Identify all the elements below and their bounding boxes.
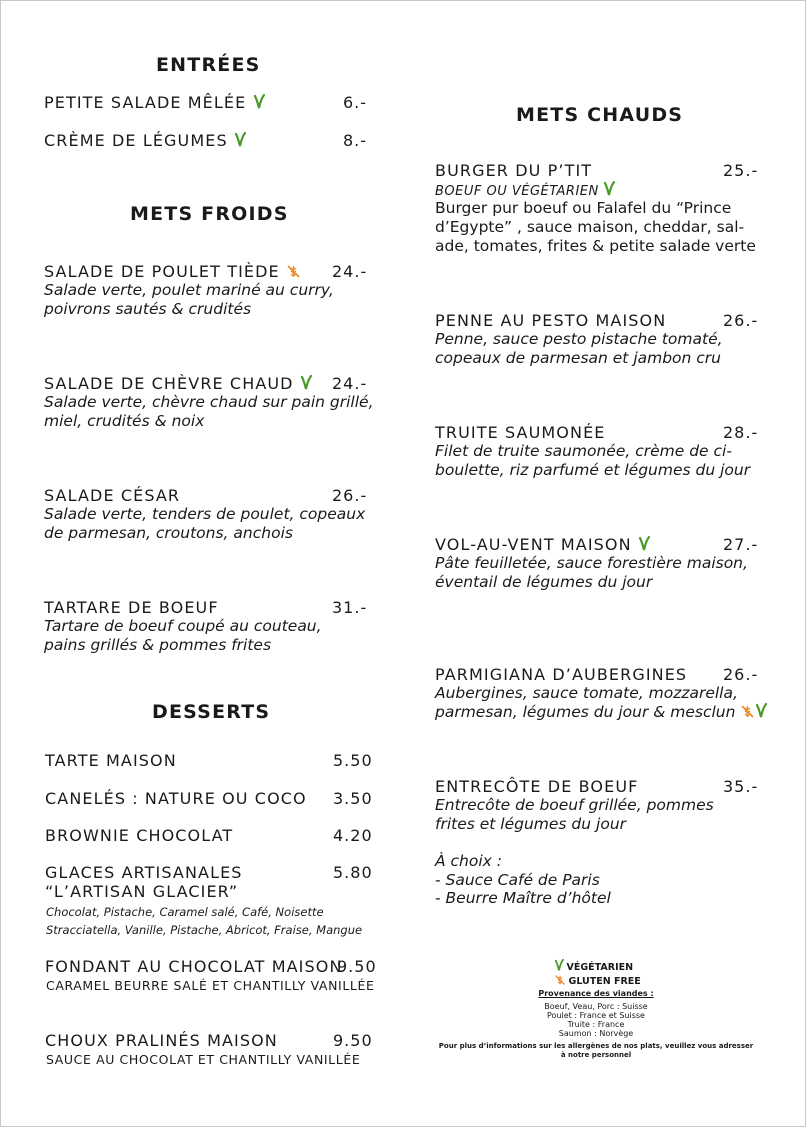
vegetarian-icon xyxy=(755,703,767,719)
legend xyxy=(436,959,756,1060)
item-name: PETITE SALADE MÊLÉE xyxy=(44,93,265,112)
item-name: SALADE DE POULET TIÈDE xyxy=(44,262,301,281)
item-description: Salade verte, chèvre chaud sur pain grillé, xyxy=(44,393,374,411)
item-name: TARTARE DE BOEUF xyxy=(44,598,219,617)
provenance-line: Poulet : France et Suisse xyxy=(547,1011,645,1020)
section-title-mets-froids: METS FROIDS xyxy=(130,203,289,225)
item-price: 3.50 xyxy=(333,789,373,808)
item-description: poivrons sautés & crudités xyxy=(44,300,252,318)
item-price: 24.- xyxy=(332,262,368,281)
item-price: 9.50 xyxy=(333,1031,373,1050)
item-description: Stracciatella, Vanille, Pistache, Abricot, Fraise, Mangue xyxy=(46,923,363,937)
section-title-entrees: ENTRÉES xyxy=(156,54,261,76)
item-price: 5.50 xyxy=(333,751,373,770)
item-price: 26.- xyxy=(723,665,759,684)
vegetarian-icon xyxy=(300,375,312,391)
choice-heading: À choix : xyxy=(435,852,502,870)
item-description: éventail de légumes du jour xyxy=(435,573,653,591)
section-title-desserts: DESSERTS xyxy=(152,701,271,723)
item-description: Salade verte, poulet mariné au curry, xyxy=(44,281,334,299)
provenance-line: Saumon : Norvège xyxy=(558,1029,634,1038)
item-description: Aubergines, sauce tomate, mozzarella, xyxy=(435,684,738,702)
allergen-note: Pour plus d’informations sur les allergènes de nos plats, veuillez vous adresser à notre personnel xyxy=(438,1042,754,1059)
item-price: 35.- xyxy=(723,777,759,796)
vegetarian-icon xyxy=(253,94,265,110)
vegetarian-icon xyxy=(234,132,246,148)
item-name: CRÈME DE LÉGUMES xyxy=(44,131,246,150)
item-name-secondary: “L’ARTISAN GLACIER” xyxy=(45,882,239,901)
item-description: Entrecôte de boeuf grillée, pommes xyxy=(435,796,714,814)
item-price: 26.- xyxy=(332,486,368,505)
provenance-line: Truite : France xyxy=(567,1020,625,1029)
item-subtitle: CARAMEL BEURRE SALÉ ET CHANTILLY VANILLÉE xyxy=(46,978,375,993)
item-price: 28.- xyxy=(723,423,759,442)
item-price: 5.80 xyxy=(333,863,373,882)
item-description: d’Egypte” , sauce maison, cheddar, sal- xyxy=(435,218,745,236)
item-price: 26.- xyxy=(723,311,759,330)
item-description: miel, crudités & noix xyxy=(44,412,205,430)
item-description: copeaux de parmesan et jambon cru xyxy=(435,349,722,367)
legend-veg: VÉGÉTARIEN xyxy=(436,959,756,972)
item-name: VOL-AU-VENT MAISON xyxy=(435,535,650,554)
item-price: 8.- xyxy=(343,131,368,150)
item-name: TRUITE SAUMONÉE xyxy=(435,423,606,442)
item-price: 25.- xyxy=(723,161,759,180)
vegetarian-icon xyxy=(638,536,650,552)
vegetarian-icon xyxy=(554,959,564,972)
item-description: Filet de truite saumonée, crème de ci- xyxy=(435,442,732,460)
item-price: 9.50 xyxy=(337,957,377,976)
gluten-free-icon xyxy=(554,974,566,986)
item-name: SALADE CÉSAR xyxy=(44,486,181,505)
item-name: BROWNIE CHOCOLAT xyxy=(45,826,234,845)
gluten-free-icon xyxy=(740,704,755,719)
item-description: frites et légumes du jour xyxy=(435,815,627,833)
item-name: BURGER DU P’TIT xyxy=(435,161,593,180)
item-subtitle: SAUCE AU CHOCOLAT ET CHANTILLY VANILLÉE xyxy=(46,1052,361,1067)
item-name: ENTRECÔTE DE BOEUF xyxy=(435,777,639,796)
item-description: ade, tomates, frites & petite salade verte xyxy=(435,237,756,255)
item-description: Pâte feuilletée, sauce forestière maison, xyxy=(435,554,748,572)
item-name: CHOUX PRALINÉS MAISON xyxy=(45,1031,278,1050)
item-name: PARMIGIANA D’AUBERGINES xyxy=(435,665,688,684)
item-name: PENNE AU PESTO MAISON xyxy=(435,311,667,330)
item-name: TARTE MAISON xyxy=(45,751,177,770)
item-description: Chocolat, Pistache, Caramel salé, Café, Noisette xyxy=(46,905,324,919)
item-description: pains grillés & pommes frites xyxy=(44,636,272,654)
choice-option: - Sauce Café de Paris xyxy=(435,871,600,889)
item-description: Tartare de boeuf coupé au couteau, xyxy=(44,617,322,635)
item-description: boulette, riz parfumé et légumes du jour xyxy=(435,461,751,479)
section-title-mets-chauds: METS CHAUDS xyxy=(516,104,684,126)
item-description: de parmesan, croutons, anchois xyxy=(44,524,293,542)
item-price: 27.- xyxy=(723,535,759,554)
item-description: Salade verte, tenders de poulet, copeaux xyxy=(44,505,366,523)
vegetarian-icon xyxy=(603,181,615,197)
item-price: 24.- xyxy=(332,374,368,393)
gluten-free-icon xyxy=(286,264,301,279)
provenance-line: Boeuf, Veau, Porc : Suisse xyxy=(544,1002,648,1011)
item-name: GLACES ARTISANALES xyxy=(45,863,243,882)
item-price: 6.- xyxy=(343,93,368,112)
item-price: 31.- xyxy=(332,598,368,617)
item-description: Penne, sauce pesto pistache tomaté, xyxy=(435,330,723,348)
provenance-title: Provenance des viandes : xyxy=(538,989,654,998)
item-name: SALADE DE CHÈVRE CHAUD xyxy=(44,374,312,393)
legend-gf: GLUTEN FREE xyxy=(436,974,756,986)
item-description: Burger pur boeuf ou Falafel du “Prince xyxy=(435,199,732,217)
choice-option: - Beurre Maître d’hôtel xyxy=(435,889,611,907)
item-price: 4.20 xyxy=(333,826,373,845)
item-name: CANELÉS : NATURE OU COCO xyxy=(45,789,307,808)
item-name: FONDANT AU CHOCOLAT MAISON xyxy=(45,957,343,976)
item-description: parmesan, légumes du jour & mesclun xyxy=(435,703,767,722)
item-subtitle: BOEUF OU VÉGÉTARIEN xyxy=(435,181,615,201)
